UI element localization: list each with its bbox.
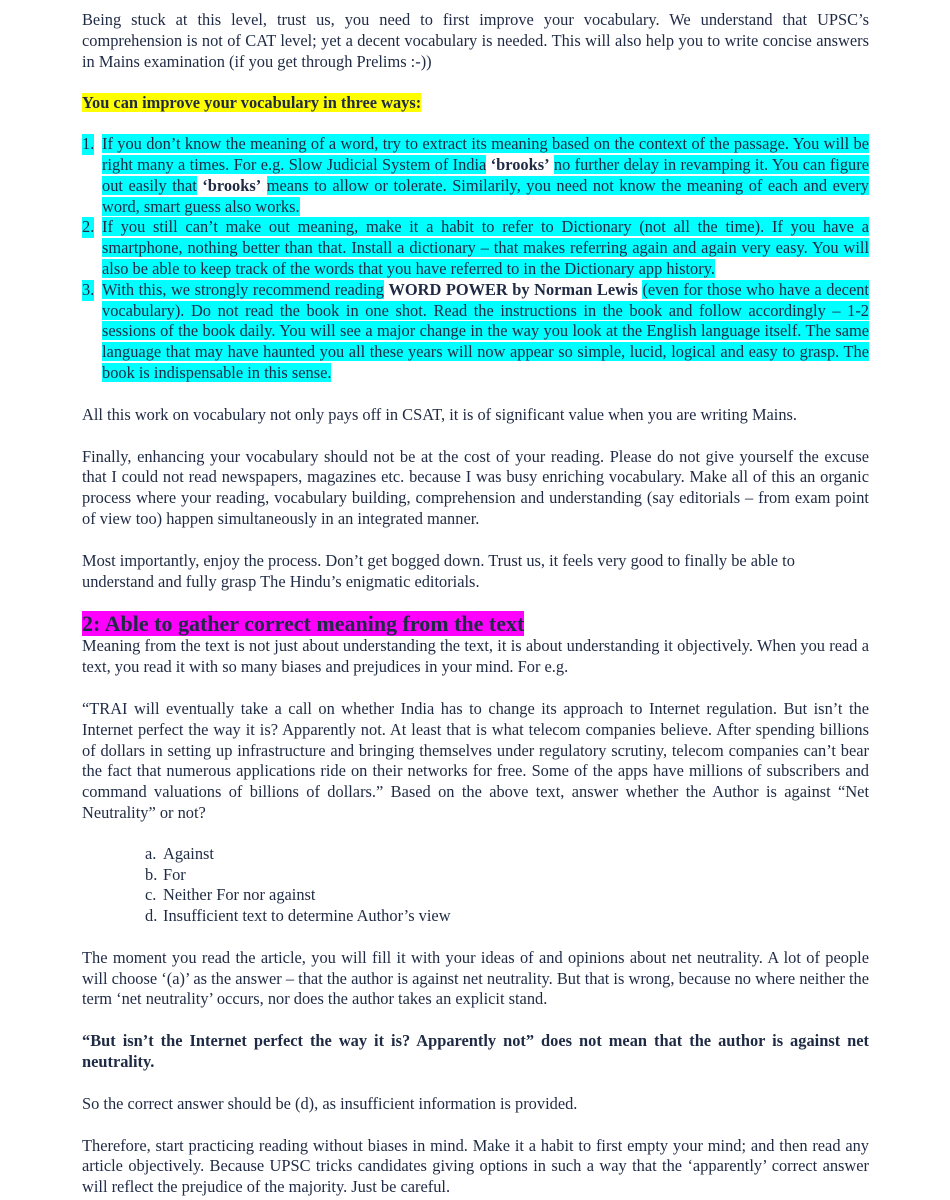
therefore-paragraph: Therefore, start practicing reading without biases in mind. Make it a habit to first empty your mind; and then read any article objectively. Because UPSC tricks candidates giving options in such a way that the ‘apparently’ correct answer will reflect the prejudice of the majority. Just be careful. (82, 1135, 869, 1197)
list-item (82, 134, 869, 217)
options-list (82, 844, 869, 927)
option-item (82, 844, 869, 865)
option-letter: d. (145, 906, 158, 926)
list-item (82, 280, 869, 384)
option-item (82, 885, 869, 906)
list-number: 2. (82, 217, 95, 237)
option-item (82, 906, 869, 927)
csat-paragraph: All this work on vocabulary not only pays off in CSAT, it is of significant value when you are writing Mains. (82, 404, 798, 424)
ways-list (82, 134, 869, 384)
list-text: If you still can’t make out meaning, make it a habit to refer to Dictionary (not all the time). If you have a smartphone, nothing better than that. Install a dictionary – that makes referring again and again very easy. You will also be able to keep track of the words that you have referred to in the Dictionary app history. (102, 217, 869, 278)
list-text: With this, we strongly recommend reading (102, 279, 384, 299)
finally-paragraph: Finally, enhancing your vocabulary should not be at the cost of your reading. Please do not give yourself the excuse that I could not read newspapers, magazines etc. because I was busy enriching vocabulary. Make all of this an organic process where your reading, vocabulary building, comprehension and understanding (say editorials – from exam point of view too) happen simultaneously in an integrated manner. (82, 446, 869, 528)
list-number: 3. (82, 279, 95, 299)
list-text: no further delay in revamping it. You can figure out easily that (102, 154, 869, 195)
bold-term: ‘brooks’ (490, 154, 550, 174)
option-text: Insufficient text to determine Author’s view (163, 906, 451, 926)
ways-heading (82, 93, 869, 114)
book-title: WORD POWER by Norman Lewis (388, 279, 638, 299)
list-text: (even for those who have a decent vocabulary). Do not read the book in one shot. Read the instructions in the book and follow accordingly – 1-2 sessions of the book daily. You will see a major change in the way you look at the English language itself. The same language that may have haunted you all these years will now appear so simple, lucid, logical and easy to grasp. The book is indispensable in this sense. (102, 279, 869, 382)
section-heading (82, 611, 869, 636)
option-letter: b. (145, 864, 158, 884)
enjoy-paragraph: Most importantly, enjoy the process. Don’t get bogged down. Trust us, it feels very good to finally be able to understand and fully grasp The Hindu’s enigmatic editorials. (82, 550, 795, 591)
list-text: If you don’t know the meaning of a word, try to extract its meaning based on the context of the passage. You will be right many a times. For e.g. Slow Judicial System of India (102, 134, 869, 174)
option-text: Neither For nor against (163, 885, 316, 905)
option-letter: c. (145, 885, 157, 905)
bold-term: ‘brooks’ (202, 175, 262, 195)
answer-paragraph: So the correct answer should be (d), as insufficient information is provided. (82, 1093, 578, 1113)
option-letter: a. (145, 843, 157, 863)
intro-paragraph: Being stuck at this level, trust us, you need to first improve your vocabulary. We understand that UPSC’s comprehension is not of CAT level; yet a decent vocabulary is needed. This will also help you to write concise answers in Mains examination (if you get through Prelims :-)) (82, 10, 869, 71)
list-number: 1. (82, 134, 95, 154)
list-text: means to allow or tolerate. Similarily, you need not know the meaning of each and every word, smart guess also works. (102, 175, 869, 216)
list-item (82, 217, 869, 279)
option-item (82, 865, 869, 886)
moment-paragraph: The moment you read the article, you will fill it with your ideas of and opinions about net neutrality. A lot of people will choose ‘(a)’ as the answer – that the author is against net neutrality. But that is wrong, because no where neither the term ‘net neutrality’ occurs, nor does the author takes an explicit stand. (82, 947, 869, 1009)
option-text: Against (163, 843, 214, 863)
document-page (82, 0, 869, 1198)
ways-heading-text: You can improve your vocabulary in three ways: (82, 93, 422, 113)
meaning-paragraph: Meaning from the text is not just about understanding the text, it is about understanding it objectively. When you read a text, you read it with so many biases and prejudices in your mind. For e.g. (82, 636, 869, 677)
quote-paragraph: “TRAI will eventually take a call on whether India has to change its approach to Internet regulation. But isn’t the Internet perfect the way it is? Apparently not. At least that is what telecom companies believe. After spending billions of dollars in setting up infrastructure and bringing themselves under regulatory scrutiny, telecom companies can’t bear the fact that numerous applications ride on their networks for free. Some of the apps have millions of subscribers and command valuations of billions of dollars.” Based on the above text, answer whether the Author is against “Net Neutrality” or not? (82, 698, 869, 822)
section-heading-text: 2: Able to gather correct meaning from the text (82, 611, 525, 637)
bold-statement: “But isn’t the Internet perfect the way it is? Apparently not” does not mean that the author is against net neutrality. (82, 1031, 869, 1072)
option-text: For (163, 864, 186, 884)
